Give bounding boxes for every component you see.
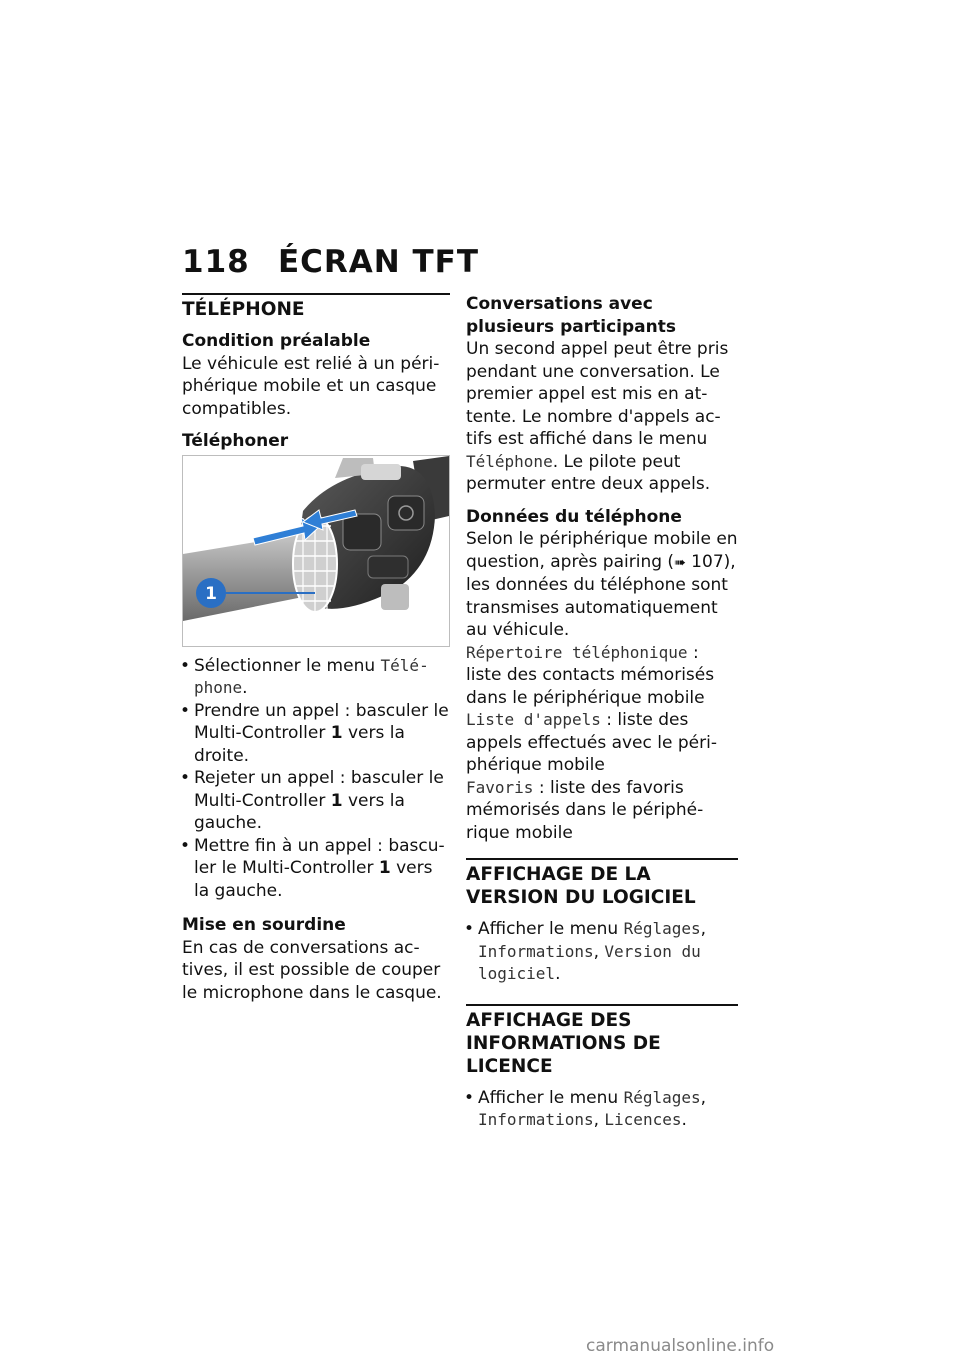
phone-data-heading: Données du téléphone xyxy=(466,506,682,527)
multi-call-heading: Conversations avec plusieurs participants xyxy=(466,294,676,337)
mute-text: En cas de conversations actives, il est possible de couper le microphone dans le casque. xyxy=(182,937,442,1003)
handlebar-illustration xyxy=(183,456,449,646)
mode-button-shape xyxy=(343,514,381,550)
phone-data-text: Selon le périphérique mobile en question, après pairing (➠ 107), les données du téléphone sont transmises automatiquement au véhicule. xyxy=(466,529,738,640)
phonebook-entry: Répertoire téléphonique : liste des contacts mémorisés dans le périphérique mobile xyxy=(466,642,715,708)
section-divider xyxy=(466,858,738,860)
multi-call-text: Un second appel peut être pris pendant une conversation. Le premier appel est mis en attente. Le nombre d'appels actifs est affiché dans le menu Téléphone. Le pilote peut permuter entre deux appels. xyxy=(466,339,729,494)
list-item: • Prendre un appel : basculer le Multi-Controller 1 vers la droite. xyxy=(182,700,450,768)
list-item: • Sélectionner le menu Téléphone. xyxy=(182,655,450,700)
list-item: • Rejeter un appel : basculer le Multi-Controller 1 vers la gauche. xyxy=(182,767,450,835)
telephoner-steps xyxy=(182,655,450,903)
telephoner-heading: Téléphoner xyxy=(182,431,289,451)
watermark: carmanualsonline.info xyxy=(586,1336,775,1356)
section-title-telephone: TÉLÉPHONE xyxy=(182,299,305,320)
right-column xyxy=(466,293,738,1144)
page-ref-arrow-icon: ➠ xyxy=(674,554,686,571)
software-version-steps xyxy=(466,918,738,986)
mute-heading: Mise en sourdine xyxy=(182,915,346,935)
handlebar-controller-figure xyxy=(182,455,450,647)
precondition-text: Le véhicule est relié à un périphérique mobile et un casque compatibles. xyxy=(182,353,440,419)
list-item: • Mettre fin à un appel : basculer le Multi-Controller 1 vers la gauche. xyxy=(182,835,450,903)
precondition-heading: Condition préalable xyxy=(182,331,371,351)
list-item: • Afficher le menu Réglages, Informations, Version du logiciel. xyxy=(466,918,738,986)
section-divider xyxy=(182,293,450,295)
section-title-software-version: AFFICHAGE DE LA VERSION DU LOGICIEL xyxy=(466,864,696,908)
favorites-entry: Favoris : liste des favoris mémorisés dans le périphérique mobile xyxy=(466,777,704,843)
chapter-title: ÉCRAN TFT xyxy=(278,244,479,280)
section-title-licence: AFFICHAGE DES INFORMATIONS DE LICENCE xyxy=(466,1009,661,1077)
section-divider xyxy=(466,1004,738,1006)
call-list-entry: Liste d'appels : liste des appels effectués avec le périphérique mobile xyxy=(466,710,717,775)
left-column xyxy=(182,293,450,1014)
page-header xyxy=(182,244,479,280)
callout-number: 1 xyxy=(205,583,217,604)
power-button-shape xyxy=(388,496,424,530)
page-number: 118 xyxy=(182,244,250,280)
licence-steps xyxy=(466,1087,738,1132)
list-item: • Afficher le menu Réglages, Informations, Licences. xyxy=(466,1087,738,1132)
